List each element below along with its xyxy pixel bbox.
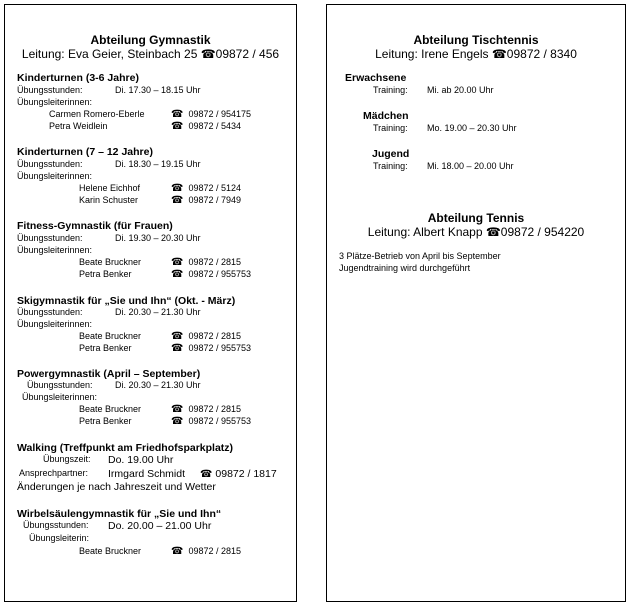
hours-label: Übungsstunden:: [17, 159, 83, 169]
training-time: Mo. 19.00 – 20.30 Uhr: [427, 123, 517, 133]
phone-icon: ☎: [171, 257, 184, 268]
spine-leader-name: Beate Bruckner: [79, 546, 142, 556]
section-title: Kinderturnen (3-6 Jahre): [17, 72, 139, 84]
walking-note: Änderungen je nach Jahreszeit und Wetter: [17, 481, 216, 493]
phone-icon: ☎: [171, 546, 184, 557]
walking-time: Do. 19.00 Uhr: [108, 454, 174, 466]
phone-icon: ☎: [171, 121, 184, 132]
gymnastics-lead: Leitung: Eva Geier, Steinbach 25 ☎09872 / 456: [21, 47, 280, 61]
leader-phone: ☎ 09872 / 7949: [171, 195, 242, 206]
training-time: Mi. 18.00 – 20.00 Uhr: [427, 161, 514, 171]
hours-value: Di. 20.30 – 21.30 Uhr: [115, 380, 201, 390]
walking-title: Walking (Treffpunkt am Friedhofsparkplatz): [17, 442, 234, 454]
spine-leader-phone: ☎ 09872 / 2815: [171, 546, 242, 557]
section-title: Fitness-Gymnastik (für Frauen): [17, 220, 173, 232]
phone-icon: ☎: [171, 109, 184, 120]
section-title: Skigymnastik für „Sie und Ihn“ (Okt. - März): [17, 295, 236, 307]
spine-leader-label: Übungsleiterin:: [29, 533, 90, 543]
training-label: Training:: [373, 161, 408, 171]
phone-icon: ☎: [200, 469, 213, 480]
training-label: Training:: [373, 123, 408, 133]
walking-contact-label: Ansprechpartner:: [19, 468, 89, 478]
table-tennis-title: Abteilung Tischtennis: [413, 33, 539, 47]
phone-icon: ☎: [171, 343, 184, 354]
tennis-lead: Leitung: Albert Knapp ☎09872 / 954220: [367, 225, 585, 239]
leader-name: Karin Schuster: [79, 195, 139, 205]
leader-name: Petra Benker: [79, 269, 132, 279]
leader-name: Petra Weidlein: [49, 121, 108, 131]
phone-icon: ☎: [171, 195, 184, 206]
group-name: Mädchen: [363, 110, 409, 122]
leader-phone: ☎ 09872 / 2815: [171, 257, 242, 268]
leader-phone: ☎ 09872 / 5434: [171, 121, 242, 132]
training-label: Training:: [373, 85, 408, 95]
hours-label: Übungsstunden:: [17, 233, 83, 243]
spine-hours-label: Übungsstunden:: [23, 520, 89, 530]
tennis-line: Jugendtraining wird durchgeführt: [339, 263, 471, 273]
hours-value: Di. 20.30 – 21.30 Uhr: [115, 307, 201, 317]
leader-phone: ☎ 09872 / 2815: [171, 404, 242, 415]
leader-name: Beate Bruckner: [79, 404, 142, 414]
phone-icon: ☎: [171, 183, 184, 194]
table-tennis-tennis-panel: [326, 4, 626, 602]
training-time: Mi. ab 20.00 Uhr: [427, 85, 494, 95]
leader-phone: ☎ 09872 / 2815: [171, 331, 242, 342]
spine-hours: Do. 20.00 – 21.00 Uhr: [108, 520, 212, 532]
leader-phone: ☎ 09872 / 955753: [171, 416, 252, 427]
walking-time-label: Übungszeit:: [43, 454, 91, 464]
phone-icon: ☎: [171, 269, 184, 280]
tennis-line: 3 Plätze-Betrieb von April bis September: [339, 251, 501, 261]
phone-icon: ☎: [171, 331, 184, 342]
leader-name: Beate Bruckner: [79, 257, 142, 267]
phone-icon: ☎: [171, 404, 184, 415]
hours-label: Übungsstunden:: [17, 85, 83, 95]
hours-label: Übungsstunden:: [27, 380, 93, 390]
section-title: Kinderturnen (7 – 12 Jahre): [17, 146, 153, 158]
group-name: Erwachsene: [345, 72, 407, 84]
leaders-label: Übungsleiterinnen:: [17, 97, 93, 107]
hours-label: Übungsstunden:: [17, 307, 83, 317]
leader-name: Petra Benker: [79, 416, 132, 426]
leaders-label: Übungsleiterinnen:: [17, 171, 93, 181]
group-name: Jugend: [372, 148, 410, 160]
leader-name: Helene Eichhof: [79, 183, 141, 193]
hours-value: Di. 17.30 – 18.15 Uhr: [115, 85, 201, 95]
leader-name: Carmen Romero-Eberle: [49, 109, 145, 119]
spine-title: Wirbelsäulengymnastik für „Sie und Ihn“: [17, 508, 222, 520]
walking-contact-name: Irmgard Schmidt: [108, 468, 186, 480]
leaders-label: Übungsleiterinnen:: [22, 392, 98, 402]
leader-name: Beate Bruckner: [79, 331, 142, 341]
hours-value: Di. 19.30 – 20.30 Uhr: [115, 233, 201, 243]
gymnastics-title: Abteilung Gymnastik: [90, 33, 211, 47]
walking-contact-phone: ☎ 09872 / 1817: [200, 468, 277, 480]
leader-phone: ☎ 09872 / 955753: [171, 343, 252, 354]
leader-phone: ☎ 09872 / 5124: [171, 183, 242, 194]
leader-phone: ☎ 09872 / 954175: [171, 109, 252, 120]
tennis-title: Abteilung Tennis: [427, 211, 525, 225]
phone-icon: ☎: [171, 416, 184, 427]
leaders-label: Übungsleiterinnen:: [17, 319, 93, 329]
leader-phone: ☎ 09872 / 955753: [171, 269, 252, 280]
table-tennis-lead: Leitung: Irene Engels ☎09872 / 8340: [375, 47, 577, 61]
leaders-label: Übungsleiterinnen:: [17, 245, 93, 255]
gymnastics-panel: [4, 4, 297, 602]
hours-value: Di. 18.30 – 19.15 Uhr: [115, 159, 201, 169]
leader-name: Petra Benker: [79, 343, 132, 353]
section-title: Powergymnastik (April – September): [17, 368, 201, 380]
